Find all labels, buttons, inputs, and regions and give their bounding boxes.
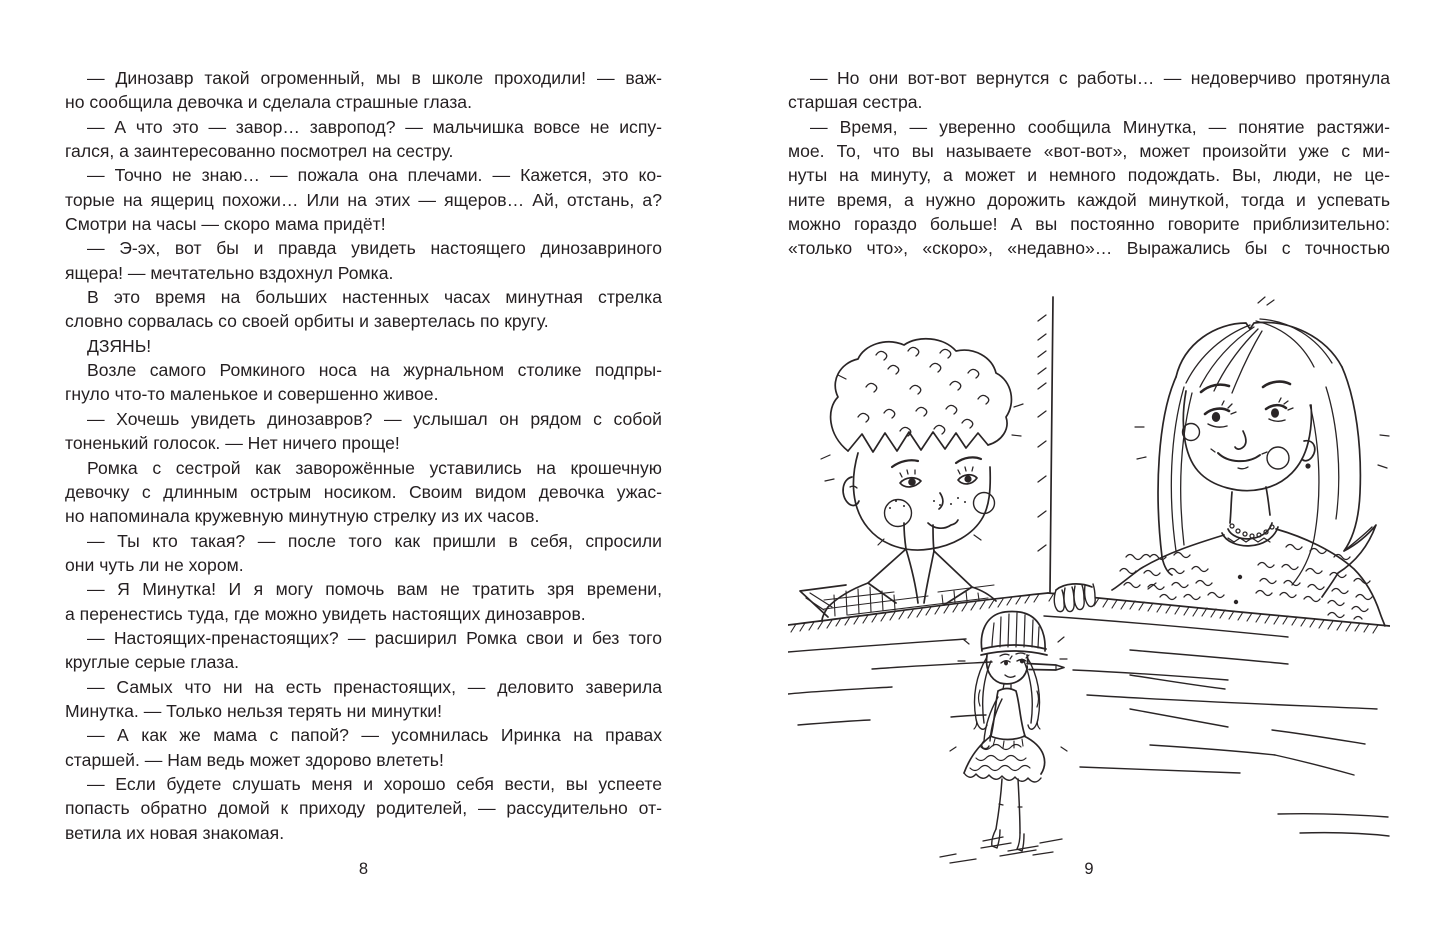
- text-line: старшей. — Нам ведь может здорово влететь!: [65, 749, 444, 770]
- text-line: — А что это — завор… завропод? — мальчишка вовсе не испу-: [87, 116, 662, 137]
- text-line: Ромка с сестрой как заворожённые уставились на крошечную: [87, 457, 662, 478]
- text-line: они чуть ли не хором.: [65, 554, 244, 575]
- text-line: — Самых что ни на есть пренастоящих, — деловито заверила: [87, 676, 662, 697]
- text-line: старшая сестра.: [788, 92, 923, 113]
- text-line: Минутка. — Только нельзя терять ни минутки!: [65, 700, 442, 721]
- text-line: Возле самого Ромкиного носа на журнальном столике подпры-: [87, 360, 662, 381]
- text-line: тоненький голосок. — Нет ничего проще!: [65, 433, 400, 454]
- text-line: ветила их новая знакомая.: [65, 822, 285, 843]
- page-right-text: [788, 66, 1390, 261]
- page-right: [788, 60, 1390, 939]
- hand-on-table: [1054, 579, 1096, 612]
- text-line: — Но они вот-вот вернутся с работы… — недоверчиво протянула: [810, 68, 1390, 88]
- text-line: ните время, а нужно дорожить каждой минуткой, тогда и успевать: [788, 189, 1390, 210]
- text-line: — Настоящих-пренастоящих? — расширил Ромка свои и без того: [87, 627, 662, 648]
- text-line: — Точно не знаю… — пожала она плечами. — Кажется, это ко-: [87, 165, 662, 186]
- text-line: — А как же мама с папой? — усомнилась Иринка на правах: [87, 725, 662, 746]
- text-line: — Динозавр такой огроменный, мы в школе проходили! — важ-: [87, 68, 662, 88]
- text-line: мое. То, что вы называете «вот-вот», может произойти уже с ми-: [788, 141, 1390, 162]
- wall-corner-line: [1038, 297, 1053, 592]
- text-line: — Ты кто такая? — после того как пришли в себя, спросили: [87, 530, 662, 551]
- text-line: торые на ящериц похожи… Или на этих — ящеров… Ай, отстань, а?: [65, 189, 662, 210]
- text-line: ящера! — мечтательно вздохнул Ромка.: [65, 262, 394, 283]
- minutka-figure: [950, 612, 1067, 852]
- text-line: В это время на больших настенных часах минутная стрелка: [87, 287, 662, 308]
- text-line: — Если будете слушать меня и хорошо себя вести, вы успеете: [87, 773, 662, 794]
- text-line: но напоминала кружевную минутную стрелку из их часов.: [65, 506, 540, 527]
- page-left: [65, 60, 662, 939]
- text-line: гнуло что-то маленькое и совершенно живое.: [65, 384, 439, 405]
- text-line: — Время, — уверенно сообщила Минутка, — понятие растяжи-: [810, 116, 1390, 137]
- text-line: гался, а заинтересованно посмотрел на сестру.: [65, 141, 454, 162]
- text-line: круглые серые глаза.: [65, 652, 240, 673]
- text-line: но сообщила девочка и сделала страшные глаза.: [65, 92, 472, 113]
- text-line: Смотри на часы — скоро мама придёт!: [65, 214, 386, 235]
- text-line: ДЗЯНЬ!: [87, 335, 152, 356]
- text-line: можно гораздо больше! А вы постоянно говорите приблизительно:: [788, 214, 1390, 235]
- text-line: девочку с длинным острым носиком. Своим видом девочка ужас-: [65, 481, 662, 502]
- text-line: нуты на минуту, а может и немного подождать. Вы, люди, не це-: [788, 165, 1390, 186]
- story-illustration: [788, 295, 1390, 870]
- sister-figure: [1112, 297, 1389, 626]
- wood-grain-lines: [788, 616, 1389, 836]
- text-line: а перенестись туда, где можно увидеть настоящих динозавров.: [65, 603, 586, 624]
- text-line: словно сорвалась со своей орбиты и завертелась по кругу.: [65, 311, 549, 332]
- page-number-left: 8: [358, 860, 369, 878]
- text-line: — Хочешь увидеть динозавров? — услышал он рядом с собой: [87, 408, 662, 429]
- page-left-text: [65, 66, 662, 845]
- text-line: «только что», «скоро», «недавно»… Выражались бы с точностью: [788, 238, 1390, 259]
- boy-figure: [800, 339, 1023, 621]
- text-line: — Я Минутка! И я могу помочь вам не тратить зря времени,: [87, 579, 662, 600]
- text-line: попасть обратно домой к приходу родителей, — рассудительно от-: [65, 798, 662, 819]
- text-line: — Э-эх, вот бы и правда увидеть настоящего динозавриного: [87, 238, 662, 259]
- page-number-right: 9: [1084, 860, 1094, 878]
